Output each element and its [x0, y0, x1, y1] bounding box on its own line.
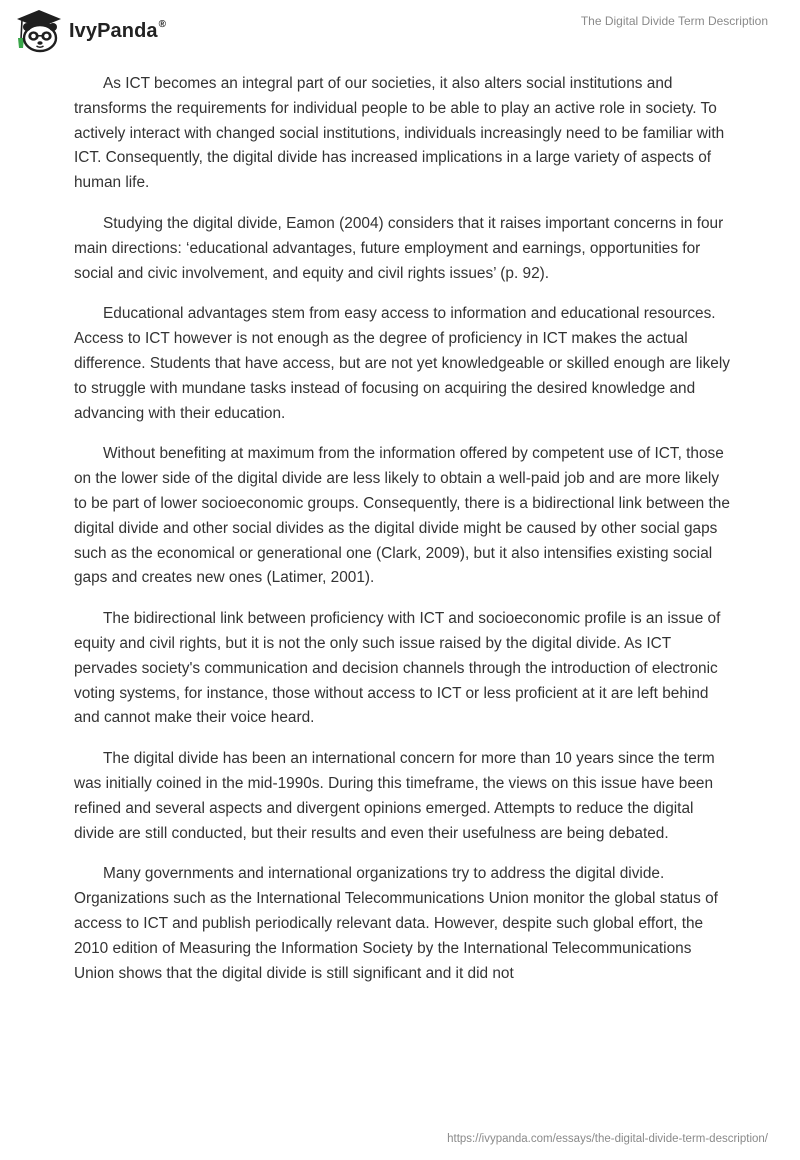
paragraph: As ICT becomes an integral part of our societies, it also alters social institutions and transforms the requirements for individual people to be able to play an active role in society. To actively interact with changed social institutions, individuals increasingly need to be familiar with ICT. Consequently, the digital divide has increased implications in a large variety of aspects of human life. — [74, 75, 725, 192]
source-url-link[interactable]: https://ivypanda.com/essays/the-digital-divide-term-description/ — [447, 1133, 768, 1145]
panda-graduate-icon — [14, 8, 64, 54]
page-header — [0, 0, 800, 60]
registered-mark: ® — [158, 18, 167, 30]
essay-body — [74, 72, 730, 1002]
paragraph: The digital divide has been an international concern for more than 10 years since the term was initially coined in the mid-1990s. During this timeframe, the views on this issue have been refined and several aspects and divergent opinions emerged. Attempts to reduce the digital divide are still conducted, but their results and even their usefulness are being debated. — [74, 750, 715, 842]
paragraph: Studying the digital divide, Eamon (2004) considers that it raises important concerns in four main directions: ‘educational advantages, future employment and earnings, opportunities for social and civic involvement, and equity and civil rights issues’ (p. 92). — [74, 214, 724, 282]
document-title: The Digital Divide Term Description — [580, 14, 768, 28]
ivypanda-logo[interactable] — [14, 8, 166, 54]
paragraph: The bidirectional link between proficiency with ICT and socioeconomic profile is an issue of equity and civil rights, but it is not the only such issue raised by the digital divide. As ICT pervades society's communication and decision channels through the introduction of electronic voting systems, for instance, those without access to ICT or less proficient at it are left behind and cannot make their voice heard. — [74, 610, 721, 727]
paragraph: Many governments and international organizations try to address the digital divide. Organizations such as the International Telecommunications Union monitor the global status of access to ICT and publish periodically relevant data. However, despite such global effort, the 2010 edition of Measuring the Information Society by the International Telecommunications Union shows that the digital divide is still significant and it did not — [74, 865, 718, 982]
logo-wordmark — [69, 20, 166, 43]
paragraph: Educational advantages stem from easy access to information and educational resources. Access to ICT however is not enough as the degree of proficiency in ICT makes the actual difference. Students that have access, but are not yet knowledgeable or skilled enough are likely to struggle with mundane tasks instead of focusing on acquiring the desired knowledge and advancing with their education. — [74, 305, 730, 422]
paragraph: Without benefiting at maximum from the information offered by competent use of ICT, those on the lower side of the digital divide are less likely to obtain a well-paid job and are more likely to be part of lower socioeconomic groups. Consequently, there is a bidirectional link between the digital divide and other social divides as the digital divide might be caused by other social gaps such as the economical or generational one (Clark, 2009), but it also intensifies existing social gaps and creates new ones (Latimer, 2001). — [74, 445, 730, 587]
logo-name: IvyPanda — [69, 19, 158, 42]
